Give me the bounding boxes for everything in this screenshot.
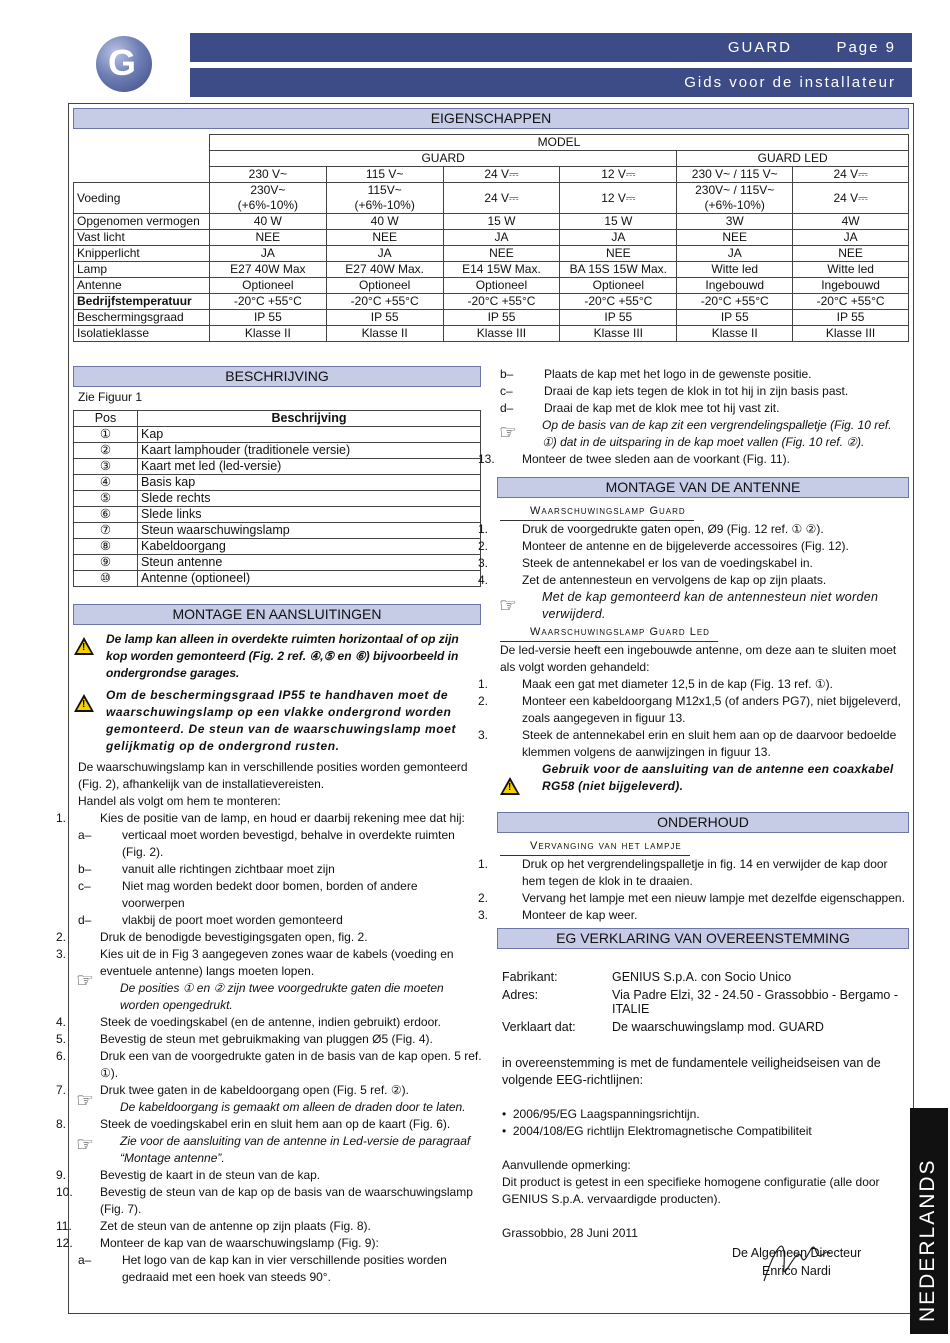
part-position: ⑧ <box>74 539 138 555</box>
product-name: GUARD <box>727 39 792 56</box>
directive-2: • 2004/108/EG richtlijn Elektromagnetische Compatibiliteit <box>502 1124 812 1138</box>
part-description: Steun antenne <box>138 555 481 571</box>
spec-row-label: Antenne <box>74 278 210 294</box>
spec-row-label: Opgenomen vermogen <box>74 214 210 230</box>
spec-cell: E14 15W Max. <box>443 262 560 278</box>
language-tab: NEDERLANDS <box>910 1108 948 1334</box>
remark-label: Aanvullende opmerking: <box>502 1158 631 1172</box>
antenna-step-1: 1. Druk de voorgedrukte gaten open, Ø9 (Fig. 12 ref. ① ②). <box>478 522 824 536</box>
part-position: ⑦ <box>74 523 138 539</box>
step-12b: b– Plaats de kap met het logo in de gewenste positie. <box>500 367 812 381</box>
pointing-hand-icon: ☞ <box>499 595 517 617</box>
parts-row <box>74 507 481 523</box>
maintenance-step-1: 1. Druk op het vergrendelingspalletje in fig. 14 en verwijder de kap door hem tegen de klok in te draaien. <box>478 857 888 888</box>
part-description: Kabeldoorgang <box>138 539 481 555</box>
parts-row <box>74 571 481 587</box>
place-date: Grassobbio, 28 Juni 2011 <box>502 1226 638 1240</box>
section-title-montage: MONTAGE EN AANSLUITINGEN <box>73 604 481 625</box>
parts-row <box>74 523 481 539</box>
part-description: Steun waarschuwingslamp <box>138 523 481 539</box>
spec-column-header: 230 V~ <box>209 167 326 183</box>
part-position: ⑥ <box>74 507 138 523</box>
address-label: Adres: <box>502 988 539 1002</box>
spec-cell: JA <box>677 246 793 262</box>
spec-cell: IP 55 <box>326 310 443 326</box>
spec-row-label: Isolatieklasse <box>74 326 210 342</box>
spec-cell: BA 15S 15W Max. <box>560 262 677 278</box>
spec-cell: -20°C +55°C <box>326 294 443 310</box>
subtitle-bar <box>190 68 912 97</box>
parts-row <box>74 427 481 443</box>
section-title-onderhoud: ONDERHOUD <box>497 812 909 833</box>
spec-cell: -20°C +55°C <box>209 294 326 310</box>
spec-row <box>74 262 909 278</box>
part-position: ② <box>74 443 138 459</box>
maintenance-step-2: 2. Vervang het lampje met een nieuw lampje met dezelfde eigenschappen. <box>478 891 905 905</box>
spec-cell: Klasse III <box>443 326 560 342</box>
subheading-vervanging: Vervanging van het lampje <box>500 838 690 856</box>
spec-cell: 3W <box>677 214 793 230</box>
part-position: ⑤ <box>74 491 138 507</box>
spec-cell: Ingebouwd <box>793 278 909 294</box>
spec-row <box>74 294 909 310</box>
part-description: Antenne (optioneel) <box>138 571 481 587</box>
spec-cell: 230V~ / 115V~ (+6%-10%) <box>677 183 793 214</box>
step-12d: d– Draai de kap met de klok mee tot hij vast zit. <box>500 401 780 415</box>
part-description: Kaart lamphouder (traditionele versie) <box>138 443 481 459</box>
spec-cell: JA <box>793 230 909 246</box>
spec-cell: Klasse III <box>793 326 909 342</box>
part-position: ④ <box>74 475 138 491</box>
paragraph: De led-versie heeft een ingebouwde antenne, om deze aan te sluiten moet als volgt worden gehandeld: <box>500 643 897 674</box>
note-2: De kabeldoorgang is gemaakt om alleen de draden door te laten. <box>120 1100 466 1114</box>
signature <box>756 1226 836 1296</box>
maintenance-step-3: 3. Monteer de kap weer. <box>478 908 638 922</box>
spec-row <box>74 246 909 262</box>
spec-cell: 40 W <box>326 214 443 230</box>
declaration-table <box>502 968 908 1036</box>
step-1d: d– vlakbij de poort moet worden gemonteerd <box>78 913 343 927</box>
spec-row-label: Knipperlicht <box>74 246 210 262</box>
spec-cell: JA <box>443 230 560 246</box>
spec-cell: 15 W <box>560 214 677 230</box>
pointing-hand-icon: ☞ <box>499 422 517 444</box>
spec-cell: Klasse II <box>326 326 443 342</box>
spec-cell: NEE <box>793 246 909 262</box>
spec-cell: Witte led <box>793 262 909 278</box>
spec-row <box>74 214 909 230</box>
spec-cell: NEE <box>209 230 326 246</box>
antenna-step-2: 2. Monteer de antenne en de bijgeleverde accessoires (Fig. 12). <box>478 539 849 553</box>
part-description: Slede rechts <box>138 491 481 507</box>
spec-cell: JA <box>209 246 326 262</box>
step-11: 11. Zet de steun van de antenne op zijn plaats (Fig. 8). <box>56 1219 371 1233</box>
antenna-step-3: 3. Steek de antennekabel er los van de voedingskabel in. <box>478 556 813 570</box>
subheading-guard: Waarschuwingslamp Guard <box>500 503 694 521</box>
spec-cell: Klasse III <box>560 326 677 342</box>
spec-row-label: Lamp <box>74 262 210 278</box>
note-3: Zie voor de aansluiting van de antenne in Led-versie de paragraaf “Montage antenne”. <box>120 1134 471 1165</box>
spec-row-label: Beschermingsgraad <box>74 310 210 326</box>
warning-text-2: Om de beschermingsgraad IP55 te handhaven moet de waarschuwingslamp op een vlakke ondergrond worden gemonteerd. De steun van de waarschuwingslamp moet gelijkmatig op de ondergrond rusten. <box>106 688 457 753</box>
spec-cell: 12 V⎓ <box>560 183 677 214</box>
subheading-guard-led: Waarschuwingslamp Guard Led <box>500 624 718 642</box>
spec-row <box>74 278 909 294</box>
step-1a: a– verticaal moet worden bevestigd, behalve in overdekte ruimten (Fig. 2). <box>78 828 455 859</box>
spec-cell: Klasse II <box>677 326 793 342</box>
parts-row <box>74 539 481 555</box>
header-bar <box>190 33 912 62</box>
step-2: 2. Druk de benodigde bevestigingsgaten open, fig. 2. <box>56 930 368 944</box>
paragraph: in overeenstemming is met de fundamentele veiligheidseisen van de volgende EEG-richtlijnen: <box>502 1056 881 1087</box>
step-7: 7. Druk twee gaten in de kabeldoorgang open (Fig. 5 ref. ②). <box>56 1083 409 1097</box>
spec-cell: E27 40W Max <box>209 262 326 278</box>
step-6: 6. Druk een van de voorgedrukte gaten in de basis van de kap open. 5 ref. ①). <box>56 1049 482 1080</box>
note-4: Op de basis van de kap zit een vergrendelingspalletje (Fig. 10 ref. ①) dat in de uitsparing in de kap moet vallen (Fig. 10 ref. ②). <box>542 418 892 449</box>
note-5: Met de kap gemonteerd kan de antennesteun niet worden verwijderd. <box>542 590 879 621</box>
paragraph: De waarschuwingslamp kan in verschillende posities worden gemonteerd (Fig. 2), afhankelijk van de installatievereisten. <box>78 760 468 791</box>
pointing-hand-icon: ☞ <box>76 1090 94 1112</box>
company-logo: G <box>96 36 152 92</box>
spec-cell: Klasse II <box>209 326 326 342</box>
spec-cell: NEE <box>560 246 677 262</box>
spec-row <box>74 326 909 342</box>
spec-table <box>73 134 909 342</box>
step-3: 3. Kies uit de in Fig 3 aangegeven zones waar de kabels (voeding en eventuele antenne) langs moeten lopen. <box>56 947 454 978</box>
step-8: 8. Steek de voedingskabel erin en sluit hem aan op de kaart (Fig. 6). <box>56 1117 451 1131</box>
section-title-beschrijving: BESCHRIJVING <box>73 366 481 387</box>
spec-column-header: 115 V~ <box>326 167 443 183</box>
col-desc-header: Beschrijving <box>138 411 481 427</box>
part-position: ③ <box>74 459 138 475</box>
spec-cell: E27 40W Max. <box>326 262 443 278</box>
warning-icon: ! <box>74 694 94 712</box>
section-title-eg: EG VERKLARING VAN OVEREENSTEMMING <box>497 928 909 949</box>
parts-row <box>74 555 481 571</box>
step-5: 5. Bevestig de steun met gebruikmaking van pluggen Ø5 (Fig. 4). <box>56 1032 433 1046</box>
spec-row-label: Vast licht <box>74 230 210 246</box>
step-12c: c– Draai de kap iets tegen de klok in tot hij in zijn basis past. <box>500 384 849 398</box>
spec-cell: IP 55 <box>793 310 909 326</box>
spec-column-header: 230 V~ / 115 V~ <box>677 167 793 183</box>
pointing-hand-icon: ☞ <box>76 970 94 992</box>
parts-table <box>73 410 481 587</box>
step-13: 13. Monteer de twee sleden aan de voorkant (Fig. 11). <box>478 452 790 466</box>
parts-row <box>74 459 481 475</box>
spec-cell: 115V~ (+6%-10%) <box>326 183 443 214</box>
spec-column-header: 24 V⎓ <box>443 167 560 183</box>
page-number: Page 9 <box>836 39 896 56</box>
spec-cell: 15 W <box>443 214 560 230</box>
spec-cell: -20°C +55°C <box>443 294 560 310</box>
guard-header: GUARD <box>209 151 676 167</box>
spec-row-label: Voeding <box>74 183 210 214</box>
warning-icon: ! <box>74 637 94 655</box>
spec-cell: 24 V⎓ <box>443 183 560 214</box>
step-9: 9. Bevestig de kaart in de steun van de kap. <box>56 1168 321 1182</box>
spec-cell: Optioneel <box>560 278 677 294</box>
warning-text-1: De lamp kan alleen in overdekte ruimten horizontaal of op zijn kop worden gemonteerd (Fig. 2 ref. ④,⑤ en ⑥) bijvoorbeeld in ondergrondse garages. <box>106 632 459 680</box>
pointing-hand-icon: ☞ <box>76 1134 94 1156</box>
spec-cell: 24 V⎓ <box>793 183 909 214</box>
step-12: 12. Monteer de kap van de waarschuwingslamp (Fig. 9): <box>56 1236 379 1250</box>
figure-reference: Zie Figuur 1 <box>78 390 143 404</box>
spec-row <box>74 310 909 326</box>
spec-cell: -20°C +55°C <box>793 294 909 310</box>
part-position: ⑨ <box>74 555 138 571</box>
spec-cell: Optioneel <box>443 278 560 294</box>
spec-cell: IP 55 <box>209 310 326 326</box>
section-title-antenne: MONTAGE VAN DE ANTENNE <box>497 477 909 498</box>
step-10: 10. Bevestig de steun van de kap op de basis van de waarschuwingslamp (Fig. 7). <box>56 1185 473 1216</box>
spec-cell: NEE <box>443 246 560 262</box>
spec-column-header: 12 V⎓ <box>560 167 677 183</box>
part-description: Kap <box>138 427 481 443</box>
spec-row-label: Bedrijfstemperatuur <box>74 294 210 310</box>
step-4: 4. Steek de voedingskabel (en de antenne, indien gebruikt) erdoor. <box>56 1015 441 1029</box>
spec-row <box>74 183 909 214</box>
section-title-eigenschappen: EIGENSCHAPPEN <box>73 108 909 129</box>
spec-cell: Witte led <box>677 262 793 278</box>
spec-cell: IP 55 <box>443 310 560 326</box>
paragraph: Handel als volgt om hem te monteren: <box>78 794 281 808</box>
part-description: Kaart met led (led-versie) <box>138 459 481 475</box>
led-step-2: 2. Monteer een kabeldoorgang M12x1,5 (of anders PG7), niet bijgeleverd, zoals aangegeven in figuur 13. <box>478 694 901 725</box>
antenna-step-4: 4. Zet de antennesteun en vervolgens de kap op zijn plaats. <box>478 573 827 587</box>
spec-cell: -20°C +55°C <box>560 294 677 310</box>
spec-cell: JA <box>326 246 443 262</box>
warning-icon: ! <box>500 777 520 795</box>
model-header: MODEL <box>209 135 908 151</box>
spec-cell: 230V~ (+6%-10%) <box>209 183 326 214</box>
signer-name: Enrico Nardi <box>762 1264 831 1278</box>
step-1b: b– vanuit alle richtingen zichtbaar moet zijn <box>78 862 335 876</box>
declares-value: De waarschuwingslamp mod. GUARD <box>612 1020 824 1034</box>
spec-cell: IP 55 <box>560 310 677 326</box>
note-1: De posities ① en ② zijn twee voorgedrukte gaten die moeten worden opengedrukt. <box>120 981 444 1012</box>
directive-1: • 2006/95/EG Laagspanningsrichtijn. <box>502 1107 700 1121</box>
manufacturer-label: Fabrikant: <box>502 970 558 984</box>
spec-cell: Optioneel <box>209 278 326 294</box>
col-pos-header: Pos <box>74 411 138 427</box>
guard-led-header: GUARD LED <box>677 151 909 167</box>
signer-title: De Algemeen Directeur <box>732 1246 862 1260</box>
part-description: Basis kap <box>138 475 481 491</box>
spec-row <box>74 230 909 246</box>
led-step-3: 3. Steek de antennekabel erin en sluit hem aan op de daarvoor bedoelde klemmen volgens de aanwijzingen in figuur 13. <box>478 728 897 759</box>
step-1: 1. Kies de positie van de lamp, en houd er daarbij rekening mee dat hij: <box>56 811 465 825</box>
warning-text-3: Gebruik voor de aansluiting van de antenne een coaxkabel RG58 (niet bijgeleverd). <box>542 762 894 793</box>
spec-cell: IP 55 <box>677 310 793 326</box>
spec-cell: Optioneel <box>326 278 443 294</box>
spec-cell: NEE <box>677 230 793 246</box>
spec-column-header: 24 V⎓ <box>793 167 909 183</box>
declares-label: Verklaart dat: <box>502 1020 576 1034</box>
spec-cell: Ingebouwd <box>677 278 793 294</box>
remark-text: Dit product is getest in een specifieke homogene configuratie (alle door GENIUS S.p.A. vervaardigde producten). <box>502 1175 880 1206</box>
spec-cell: JA <box>560 230 677 246</box>
spec-cell: 40 W <box>209 214 326 230</box>
spec-cell: -20°C +55°C <box>677 294 793 310</box>
part-position: ① <box>74 427 138 443</box>
led-step-1: 1. Maak een gat met diameter 12,5 in de kap (Fig. 13 ref. ①). <box>478 677 833 691</box>
spec-cell: NEE <box>326 230 443 246</box>
parts-row <box>74 491 481 507</box>
parts-row <box>74 443 481 459</box>
document-subtitle: Gids voor de installateur <box>684 74 896 91</box>
step-1c: c– Niet mag worden bedekt door bomen, borden of andere voorwerpen <box>78 879 418 910</box>
part-position: ⑩ <box>74 571 138 587</box>
address-value: Via Padre Elzi, 32 - 24.50 - Grassobbio - Bergamo - ITALIE <box>612 988 899 1016</box>
spec-cell: 4W <box>793 214 909 230</box>
parts-row <box>74 475 481 491</box>
manufacturer-value: GENIUS S.p.A. con Socio Unico <box>612 970 792 984</box>
step-12a: a– Het logo van de kap kan in vier verschillende posities worden gedraaid met een hoek van steeds 90°. <box>78 1253 447 1284</box>
part-description: Slede links <box>138 507 481 523</box>
